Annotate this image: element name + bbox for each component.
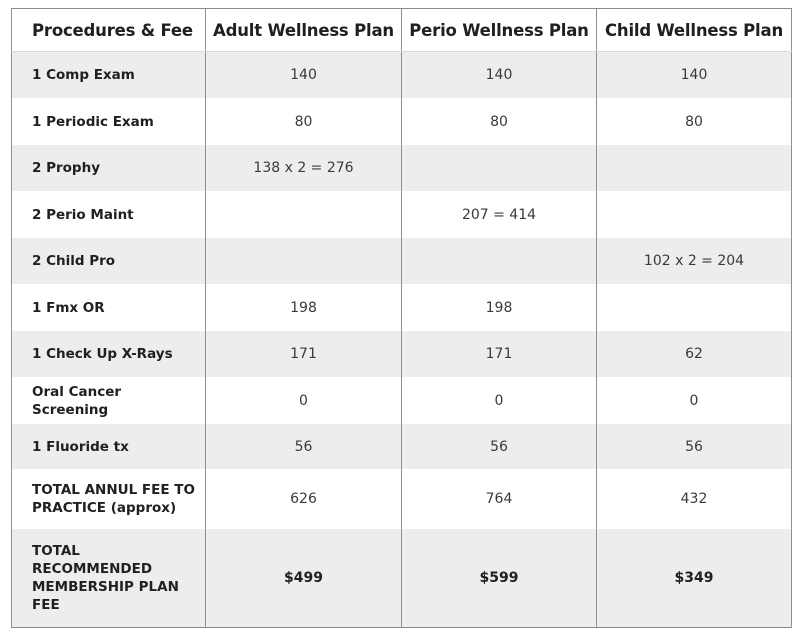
procedure-cell: 1 Fmx OR xyxy=(12,284,206,331)
adult-value-cell: 171 xyxy=(206,331,402,377)
wellness-plan-table xyxy=(11,8,792,628)
table-header-row xyxy=(12,9,792,52)
table-row xyxy=(12,331,792,377)
header-procedures: Procedures & Fee xyxy=(12,9,206,52)
child-value-cell: 0 xyxy=(597,377,792,424)
procedure-cell: TOTAL RECOMMENDED MEMBERSHIP PLAN FEE xyxy=(12,529,206,628)
perio-value-cell: 80 xyxy=(402,98,597,145)
perio-value-cell: 171 xyxy=(402,331,597,377)
table-row xyxy=(12,191,792,238)
header-perio-plan: Perio Wellness Plan xyxy=(402,9,597,52)
procedure-cell: 2 Perio Maint xyxy=(12,191,206,238)
perio-value-cell: 0 xyxy=(402,377,597,424)
table-row xyxy=(12,377,792,424)
child-value-cell: $349 xyxy=(597,529,792,628)
adult-value-cell: 138 x 2 = 276 xyxy=(206,145,402,191)
table-row xyxy=(12,52,792,99)
procedure-cell: 2 Prophy xyxy=(12,145,206,191)
adult-value-cell: $499 xyxy=(206,529,402,628)
perio-value-cell: 56 xyxy=(402,424,597,469)
procedure-cell: 1 Comp Exam xyxy=(12,52,206,99)
child-value-cell: 62 xyxy=(597,331,792,377)
table-row xyxy=(12,529,792,628)
child-value-cell: 432 xyxy=(597,469,792,529)
procedure-cell: 1 Fluoride tx xyxy=(12,424,206,469)
procedure-cell: TOTAL ANNUL FEE TO PRACTICE (approx) xyxy=(12,469,206,529)
perio-value-cell: 207 = 414 xyxy=(402,191,597,238)
child-value-cell: 140 xyxy=(597,52,792,99)
child-value-cell: 56 xyxy=(597,424,792,469)
adult-value-cell: 140 xyxy=(206,52,402,99)
perio-value-cell xyxy=(402,145,597,191)
adult-value-cell xyxy=(206,238,402,284)
procedure-cell: 1 Periodic Exam xyxy=(12,98,206,145)
table-row xyxy=(12,469,792,529)
adult-value-cell xyxy=(206,191,402,238)
adult-value-cell: 198 xyxy=(206,284,402,331)
procedure-cell: 1 Check Up X-Rays xyxy=(12,331,206,377)
table-row xyxy=(12,284,792,331)
header-adult-plan: Adult Wellness Plan xyxy=(206,9,402,52)
child-value-cell: 102 x 2 = 204 xyxy=(597,238,792,284)
adult-value-cell: 626 xyxy=(206,469,402,529)
table-row xyxy=(12,238,792,284)
perio-value-cell xyxy=(402,238,597,284)
adult-value-cell: 0 xyxy=(206,377,402,424)
table-row xyxy=(12,98,792,145)
perio-value-cell: 140 xyxy=(402,52,597,99)
table-row xyxy=(12,145,792,191)
procedure-cell: Oral Cancer Screening xyxy=(12,377,206,424)
adult-value-cell: 80 xyxy=(206,98,402,145)
child-value-cell xyxy=(597,284,792,331)
child-value-cell xyxy=(597,191,792,238)
perio-value-cell: 764 xyxy=(402,469,597,529)
adult-value-cell: 56 xyxy=(206,424,402,469)
child-value-cell: 80 xyxy=(597,98,792,145)
table-row xyxy=(12,424,792,469)
header-child-plan: Child Wellness Plan xyxy=(597,9,792,52)
perio-value-cell: 198 xyxy=(402,284,597,331)
child-value-cell xyxy=(597,145,792,191)
perio-value-cell: $599 xyxy=(402,529,597,628)
procedure-cell: 2 Child Pro xyxy=(12,238,206,284)
